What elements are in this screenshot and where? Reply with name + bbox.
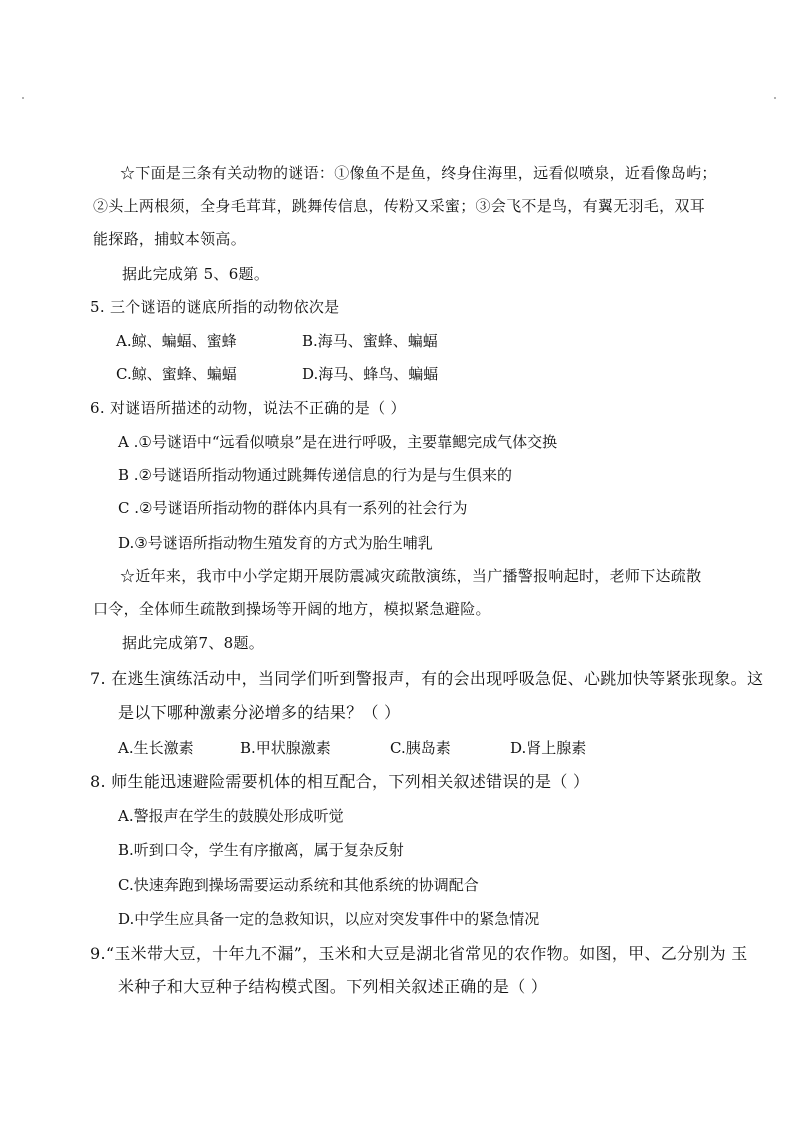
intro1-instruction: 据此完成第 5、6题。 [122,265,270,283]
q8-option-b: B.听到口令，学生有序撤离，属于复杂反射 [118,841,404,859]
intro1-line1: ☆下面是三条有关动物的谜语：①像鱼不是鱼，终身住海里，远看似喷泉，近看像岛屿； [120,164,717,182]
q6-option-a: A .①号谜语中“远看似喷泉”是在进行呼吸，主要靠鳃完成气体交换 [118,433,558,451]
q7-option-c: C.胰岛素 [390,739,451,757]
q5-option-b: B.海马、蜜蜂、蝙蝠 [302,332,438,350]
q9-line1: 9.“玉米带大豆，十年九不漏”，玉米和大豆是湖北省常见的农作物。如图，甲、乙分别为 玉 [90,944,748,963]
scan-speck [22,97,24,99]
q9-line2: 米种子和大豆种子结构模式图。下列相关叙述正确的是（ ） [118,977,548,996]
q7-line2: 是以下哪种激素分泌增多的结果？（ ） [118,703,401,722]
scan-speck [774,97,776,99]
intro2-instruction: 据此完成第7、8题。 [122,634,265,652]
intro2-line2: 口令，全体师生疏散到操场等开阔的地方，模拟紧急避险。 [93,600,491,618]
q6-stem: 6. 对谜语所描述的动物，说法不正确的是（ ） [90,399,406,417]
q8-option-d: D.中学生应具备一定的急救知识，以应对突发事件中的紧急情况 [118,910,540,928]
intro2-line1: ☆近年来，我市中小学定期开展防震减灾疏散演练，当广播警报响起时，老师下达疏散 [120,567,702,585]
q8-option-a: A.警报声在学生的鼓膜处形成听觉 [118,807,344,825]
q7-option-a: A.生长激素 [118,739,194,757]
q6-option-c: C .②号谜语所指动物的群体内具有一系列的社会行为 [118,499,468,517]
intro1-line3: 能探路，捕蚊本领高。 [93,230,247,248]
q8-option-c: C.快速奔跑到操场需要运动系统和其他系统的协调配合 [118,876,479,894]
q5-option-d: D.海马、蜂鸟、蝙蝠 [302,365,439,383]
q6-option-b: B .②号谜语所指动物通过跳舞传递信息的行为是与生俱来的 [118,466,513,484]
q5-option-a: A.鲸、蝙蝠、蜜蜂 [116,332,237,350]
q5-option-c: C.鲸、蜜蜂、蝙蝠 [116,365,237,383]
q7-option-d: D.肾上腺素 [510,739,587,757]
q5-stem: 5. 三个谜语的谜底所指的动物依次是 [90,298,340,316]
q7-line1: 7. 在逃生演练活动中，当同学们听到警报声，有的会出现呼吸急促、心跳加快等紧张现象。这 [90,669,764,688]
intro1-line2: ②头上两根须，全身毛茸茸，跳舞传信息，传粉又采蜜；③会飞不是鸟，有翼无羽毛，双耳 [93,197,706,215]
q8-stem: 8. 师生能迅速避险需要机体的相互配合，下列相关叙述错误的是（ ） [90,772,590,791]
q6-option-d: D.③号谜语所指动物生殖发育的方式为胎生哺乳 [118,534,433,552]
q7-option-b: B.甲状腺激素 [240,739,331,757]
